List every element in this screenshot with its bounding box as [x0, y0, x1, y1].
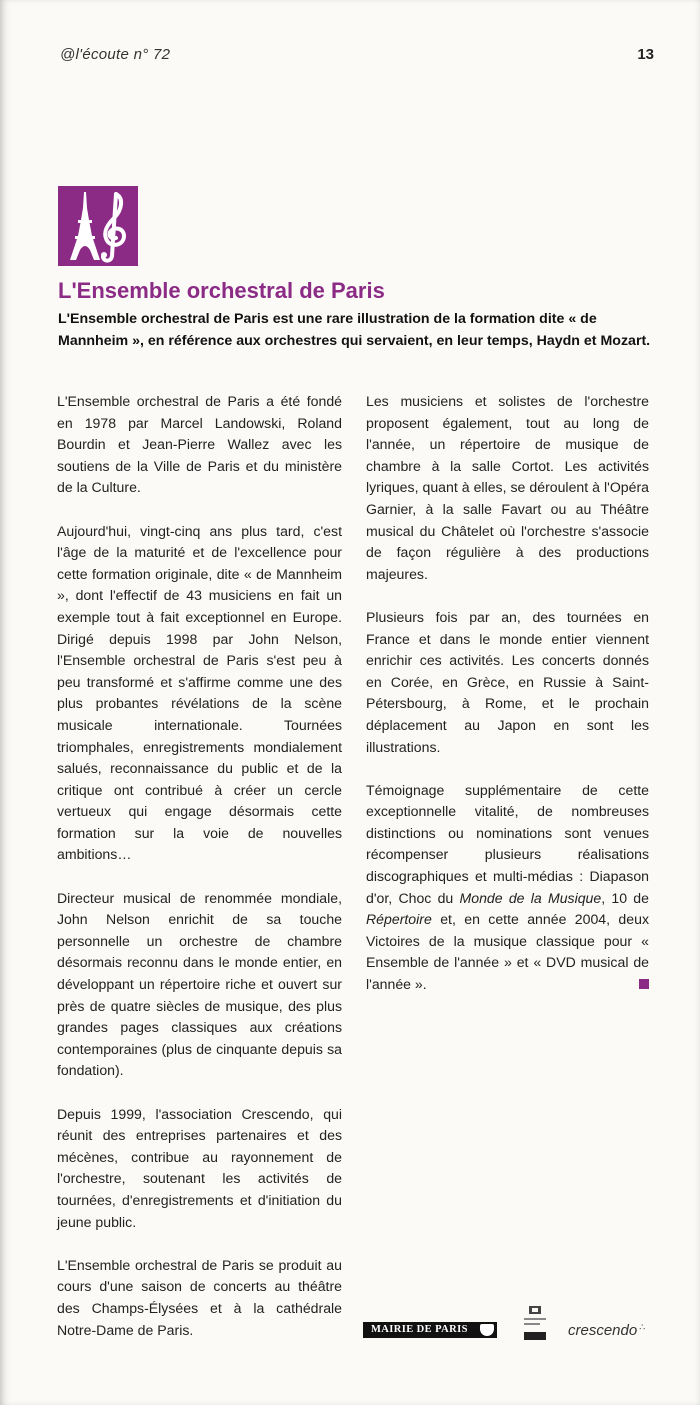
- sponsor-logos: [360, 1306, 660, 1346]
- crescendo-logo: [568, 1322, 644, 1339]
- page-number: 13: [637, 46, 654, 63]
- end-of-article-mark: [639, 979, 649, 989]
- paragraph: L'Ensemble orchestral de Paris se produit au cours d'une saison de concerts au théâtre des Champs-Élysées et à la cathédrale Notre-Dame de Paris.: [57, 1256, 342, 1338]
- text-run: et, en cette année 2004, deux Victoires de la musique classique pour « Ensemble de l'année » et « DVD musical de l'année ».: [366, 911, 649, 993]
- publication-title: Monde de la Musique: [459, 889, 602, 906]
- article-title: L'Ensemble orchestral de Paris: [58, 278, 385, 303]
- text-run: Témoignage supplémentaire de cette exceptionnelle vitalité, de nombreuses distinctions ou nominations sont venues récompenser plusieurs réalisations discographiques et multi-médias : Diapason d'or, Choc du: [366, 781, 649, 906]
- article-lead: L'Ensemble orchestral de Paris est une rare illustration de la formation dite « de Mannheim », en référence aux orchestres qui servaient, en leur temps, Haydn et Mozart.: [58, 311, 651, 349]
- ship-icon: [480, 1324, 494, 1336]
- crescendo-label: crescendo: [568, 1322, 638, 1339]
- paragraph-last: [366, 780, 649, 996]
- publication-title: Répertoire: [366, 911, 432, 928]
- magazine-issue: @l'écoute n° 72: [60, 46, 171, 63]
- paragraph: Depuis 1999, l'association Crescendo, qui réunit des entreprises partenaires et des mécènes, contribue au rayonnement de l'orchestre, soutenant les activités de tournées, d'enregistrements et d'initiation du jeune public.: [57, 1105, 342, 1230]
- ministere-culture-logo-icon: [524, 1306, 546, 1340]
- left-column: [57, 391, 342, 1363]
- paragraph: Plusieurs fois par an, des tournées en France et dans le monde entier viennent enrichir ces activités. Les concerts donnés en Corée, en Grèce, en Russie à Saint-Pétersbourg, à Rome, et le prochain déplacement au Japon en sont les illustrations.: [366, 608, 649, 755]
- paragraph: Directeur musical de renommée mondiale, John Nelson enrichit de sa touche personnelle un orchestre de chambre désormais reconnu dans le monde entier, en développant un répertoire riche et ouvert sur près de quatre siècles de musique, des plus grandes pages classiques aux créations contemporaines (plus de cinquante depuis sa fondation).: [57, 889, 342, 1079]
- mairie-label: MAIRIE DE PARIS: [371, 1324, 468, 1335]
- paragraph: Les musiciens et solistes de l'orchestre proposent également, tout au long de l'année, un répertoire de musique de chambre à la salle Cortot. Les activités lyriques, quant à elles, se déroulent à l'Opéra Garnier, à la salle Favart ou au Théâtre musical du Châtelet où l'orchestre s'associe de façon régulière à des productions majeures.: [366, 393, 649, 582]
- right-column: [366, 391, 649, 1017]
- dots-icon: ∴: [639, 1322, 644, 1332]
- eiffel-tower-treble-clef-icon: [58, 186, 138, 266]
- paragraph: L'Ensemble orchestral de Paris a été fondé en 1978 par Marcel Landowski, Roland Bourdin et Jean-Pierre Wallez avec les soutiens de la Ville de Paris et du ministère de la Culture.: [57, 393, 342, 496]
- paragraph: Aujourd'hui, vingt-cinq ans plus tard, c'est l'âge de la maturité et de l'excellence pour cette formation originale, dite « de Mannheim », dont l'effectif de 43 musiciens en fait un exemple tout à fait exceptionnel en Europe. Dirigé depuis 1998 par John Nelson, l'Ensemble orchestral de Paris s'est peu à peu transformé et s'affirme comme une des plus probantes révélations de la scène musicale internationale. Tournées triomphales, enregistrements mondialement salués, reconnaissance du public et de la critique ont contribué à créer un cercle vertueux qui engage désormais cette formation sur la voie de nouvelles ambitions…: [57, 522, 342, 863]
- mairie-de-paris-logo: [363, 1322, 497, 1338]
- text-run: , 10 de: [601, 889, 649, 906]
